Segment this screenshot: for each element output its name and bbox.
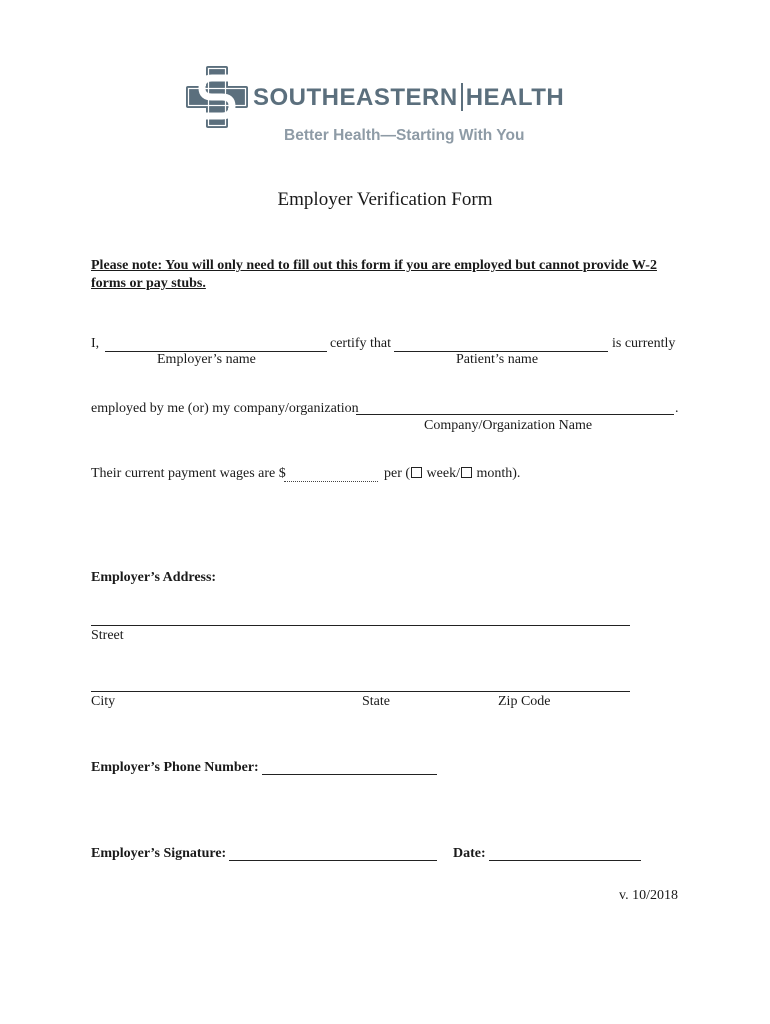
city-state-zip-field[interactable]	[91, 691, 630, 692]
brand-divider	[461, 83, 463, 111]
note-line-1: Please note: You will only need to fill out this form if you are employed but cannot provide W-2	[91, 258, 657, 273]
street-field[interactable]	[91, 625, 630, 626]
certify-suffix: is currently	[612, 336, 676, 351]
brand-part-1: SOUTHEASTERN	[253, 84, 458, 111]
phone-field[interactable]	[262, 774, 437, 775]
wages-per: per (	[384, 466, 411, 481]
patient-name-label: Patient’s name	[456, 352, 539, 367]
address-heading: Employer’s Address:	[91, 570, 217, 585]
note-line-2: forms or pay stubs.	[91, 276, 206, 291]
form-title: Employer Verification Form	[277, 189, 493, 210]
city-label: City	[91, 694, 116, 709]
wages-period	[384, 466, 520, 482]
date-field[interactable]	[489, 860, 641, 861]
month-checkbox[interactable]	[461, 467, 472, 478]
month-label: month).	[476, 466, 521, 481]
employed-text: employed by me (or) my company/organization	[91, 401, 359, 416]
zip-label: Zip Code	[498, 694, 551, 709]
week-label: week/	[426, 466, 460, 481]
state-label: State	[362, 694, 390, 709]
version-label: v. 10/2018	[619, 888, 678, 903]
phone-label: Employer’s Phone Number:	[91, 760, 259, 775]
tagline: Better Health—Starting With You	[284, 127, 525, 144]
wages-prefix: Their current payment wages are $	[91, 466, 286, 481]
week-checkbox[interactable]	[411, 467, 422, 478]
wages-amount-field[interactable]	[284, 481, 378, 482]
certify-prefix: I,	[91, 336, 100, 351]
company-name-field[interactable]	[356, 414, 674, 415]
logo	[186, 66, 586, 150]
employed-end: .	[675, 401, 679, 416]
street-label: Street	[91, 628, 124, 643]
brand-part-2: HEALTH	[465, 84, 565, 111]
brand-name	[253, 83, 564, 112]
employer-name-label: Employer’s name	[157, 352, 256, 367]
certify-middle: certify that	[330, 336, 392, 351]
company-name-label: Company/Organization Name	[424, 418, 593, 433]
signature-field[interactable]	[229, 860, 437, 861]
cross-s-logo-icon	[186, 66, 248, 128]
date-label: Date:	[453, 846, 486, 861]
signature-label: Employer’s Signature:	[91, 846, 227, 861]
